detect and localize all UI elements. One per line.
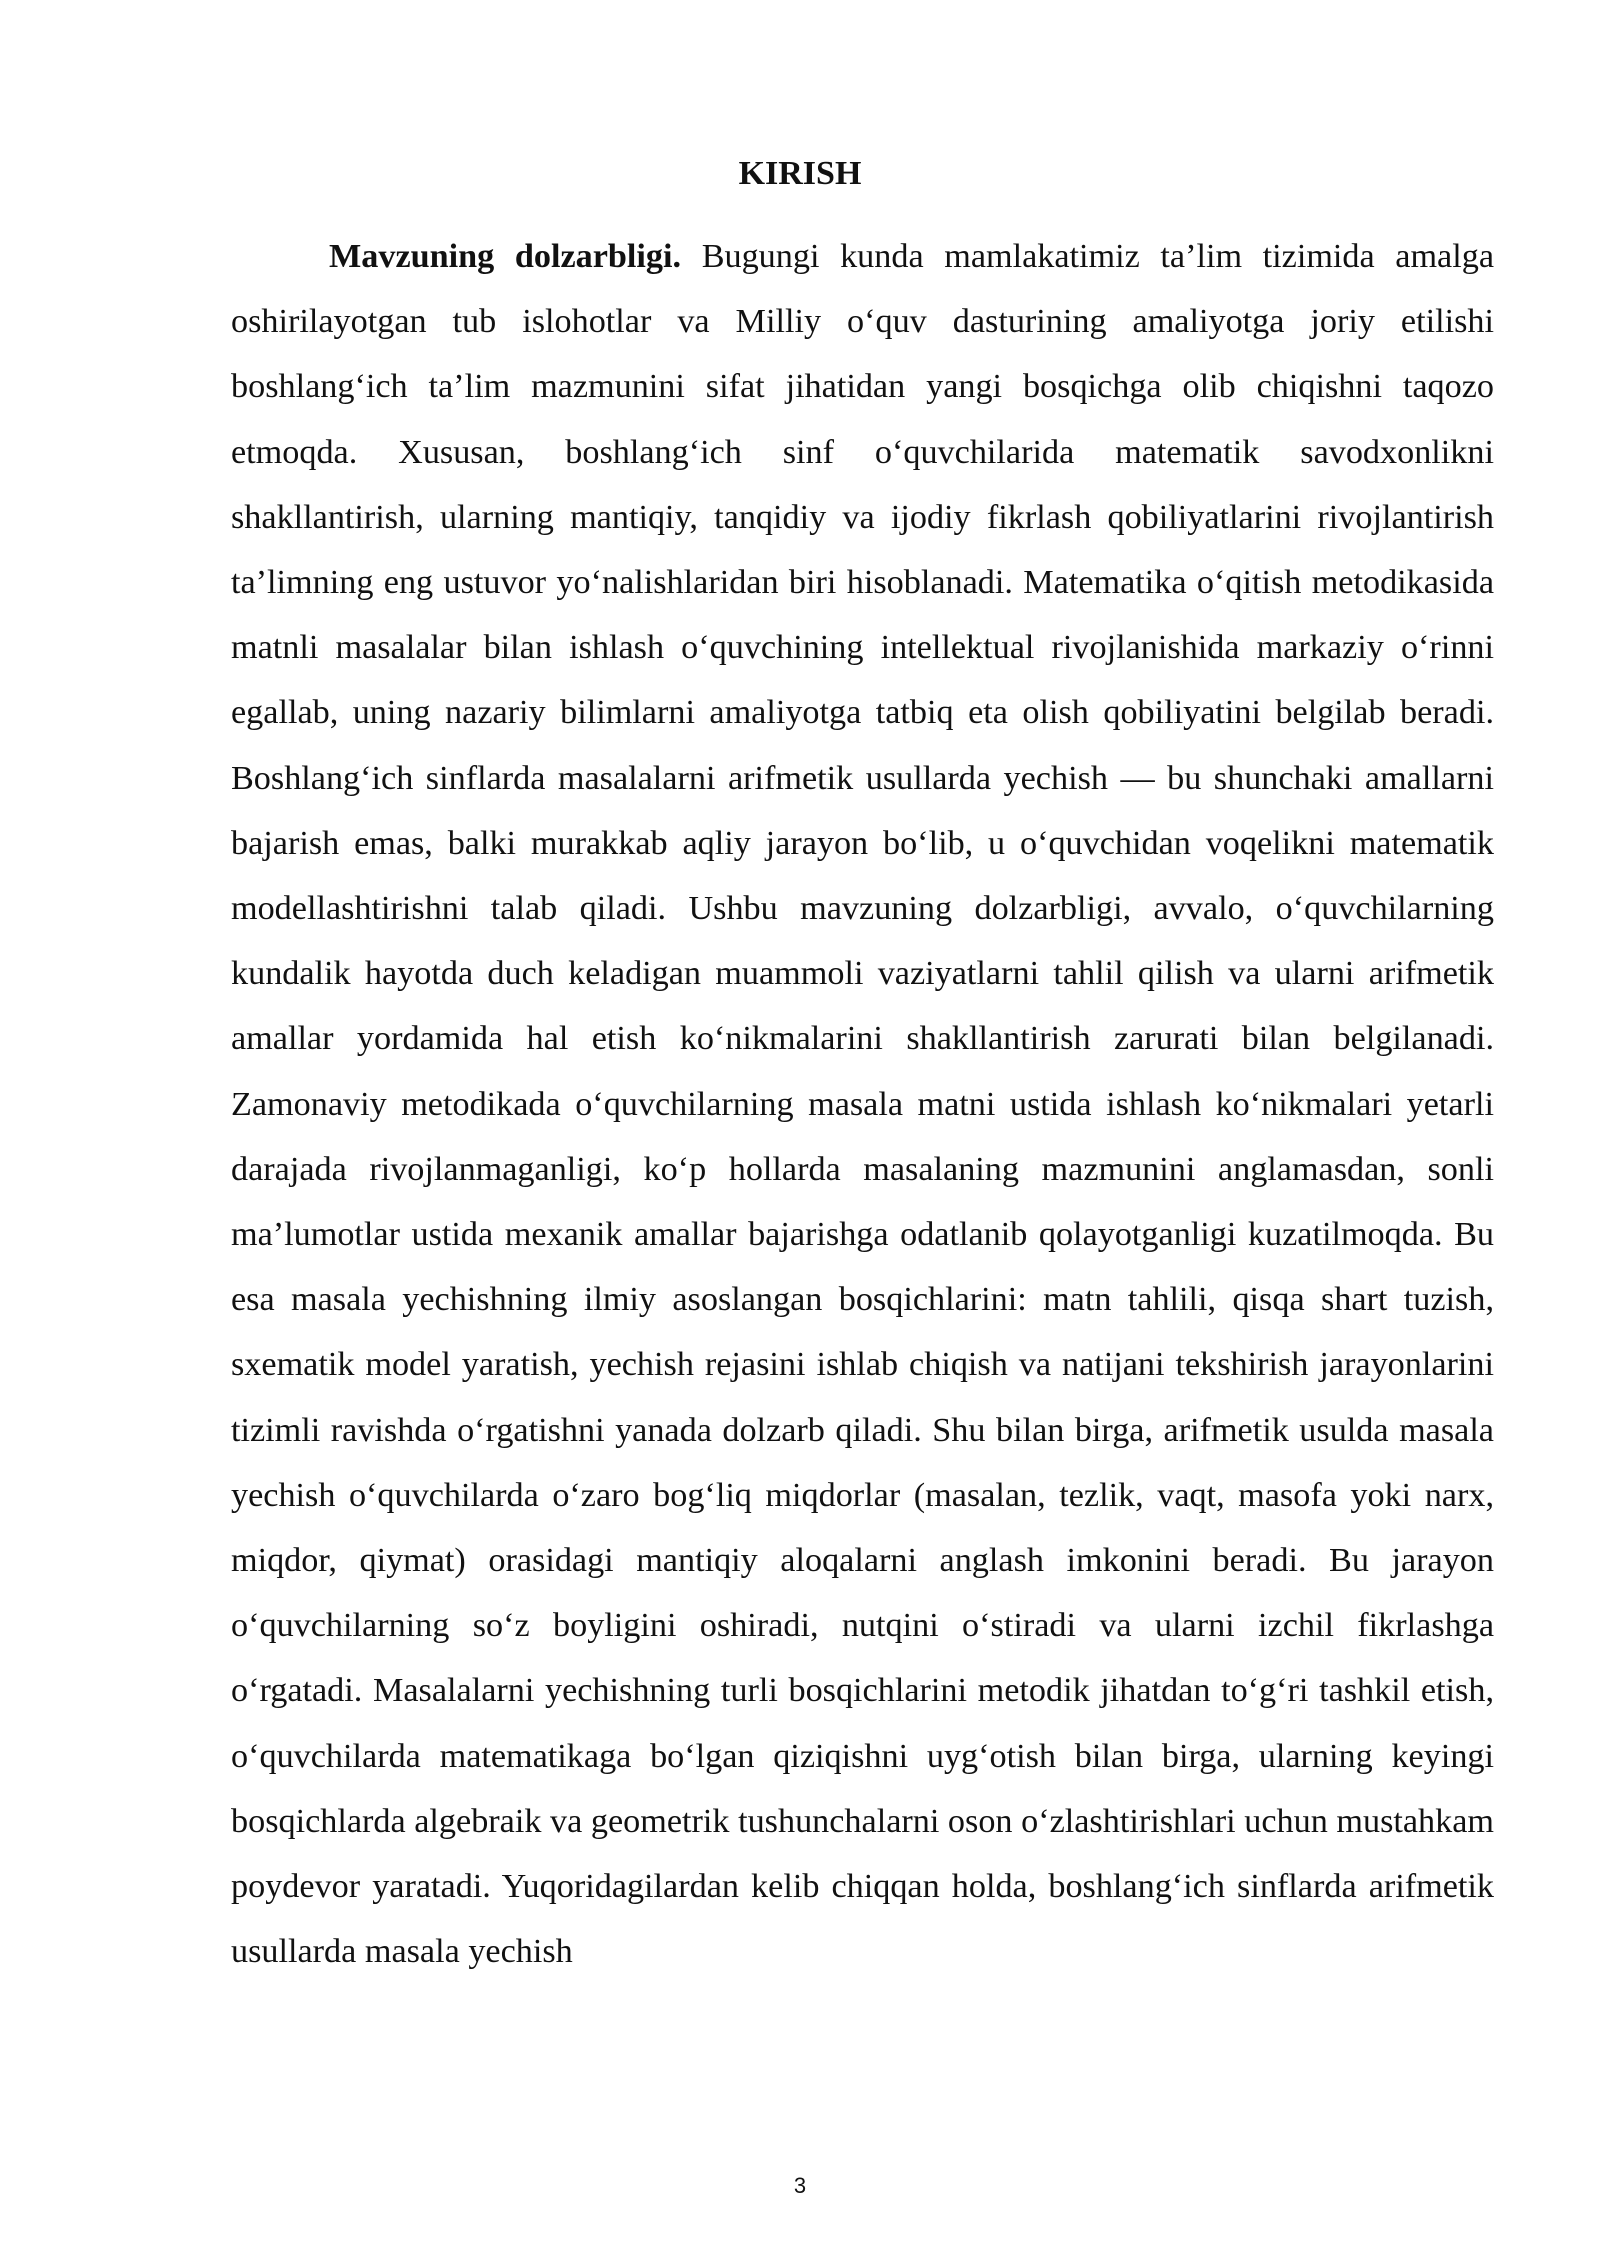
body-paragraph — [231, 224, 1494, 1984]
page-number: 3 — [793, 2173, 807, 2198]
paragraph-text: Bugungi kunda mamlakatimiz ta’lim tizimida amalga oshirilayotgan tub islohotlar va Milliy o‘quv dasturining amaliyotga joriy etilishi boshlang‘ich ta’lim mazmunini sifat jihatidan yangi bosqichga olib chiqishni taqozo etmoqda. Xususan, boshlang‘ich sinf o‘quvchilarida matematik savodxonlikni shakllantirish, ularning mantiqiy, tanqidiy va ijodiy fikrlash qobiliyatlarini rivojlantirish ta’limning eng ustuvor yo‘nalishlaridan biri hisoblanadi. Matematika o‘qitish metodikasida matnli masalalar bilan ishlash o‘quvchining intellektual rivojlanishida markaziy o‘rinni egallab, uning nazariy bilimlarni amaliyotga tatbiq eta olish qobiliyatini belgilab beradi. Boshlang‘ich sinflarda masalalarni arifmetik usullarda yechish — bu shunchaki amallarni bajarish emas, balki murakkab aqliy jarayon bo‘lib, u o‘quvchidan voqelikni matematik modellashtirishni talab qiladi. Ushbu mavzuning dolzarbligi, avvalo, o‘quvchilarning kundalik hayotda duch keladigan muammoli vaziyatlarni tahlil qilish va ularni arifmetik amallar yordamida hal etish ko‘nikmalarini shakllantirish zarurati bilan belgilanadi. Zamonaviy metodikada o‘quvchilarning masala matni ustida ishlash ko‘nikmalari yetarli darajada rivojlanmaganligi, ko‘p hollarda masalaning mazmunini anglamasdan, sonli ma’lumotlar ustida mexanik amallar bajarishga odatlanib qolayotganligi kuzatilmoqda. Bu esa masala yechishning ilmiy asoslangan bosqichlarini: matn tahlili, qisqa shart tuzish, sxematik model yaratish, yechish rejasini ishlab chiqish va natijani tekshirish jarayonlarini tizimli ravishda o‘rgatishni yanada dolzarb qiladi. Shu bilan birga, arifmetik usulda masala yechish o‘quvchilarda o‘zaro bog‘liq miqdorlar (masalan, tezlik, vaqt, masofa yoki narx, miqdor, qiymat) orasidagi mantiqiy aloqalarni anglash imkonini beradi. Bu jarayon o‘quvchilarning so‘z boyligini oshiradi, nutqini o‘stiradi va ularni izchil fikrlashga o‘rgatadi. Masalalarni yechishning turli bosqichlarini metodik jihatdan to‘g‘ri tashkil etish, o‘quvchilarda matematikaga bo‘lgan qiziqishni uyg‘otish bilan birga, ularning keyingi bosqichlarda algebraik va geometrik tushunchalarni oson o‘zlashtirishlari uchun mustahkam poydevor yaratadi. Yuqoridagilardan kelib chiqqan holda, boshlang‘ich sinflarda arifmetik usullarda masala yechish — [231, 238, 1494, 1971]
section-heading: KIRISH — [738, 155, 862, 192]
paragraph-lead: Mavzuning dolzarbligi. — [329, 238, 682, 275]
